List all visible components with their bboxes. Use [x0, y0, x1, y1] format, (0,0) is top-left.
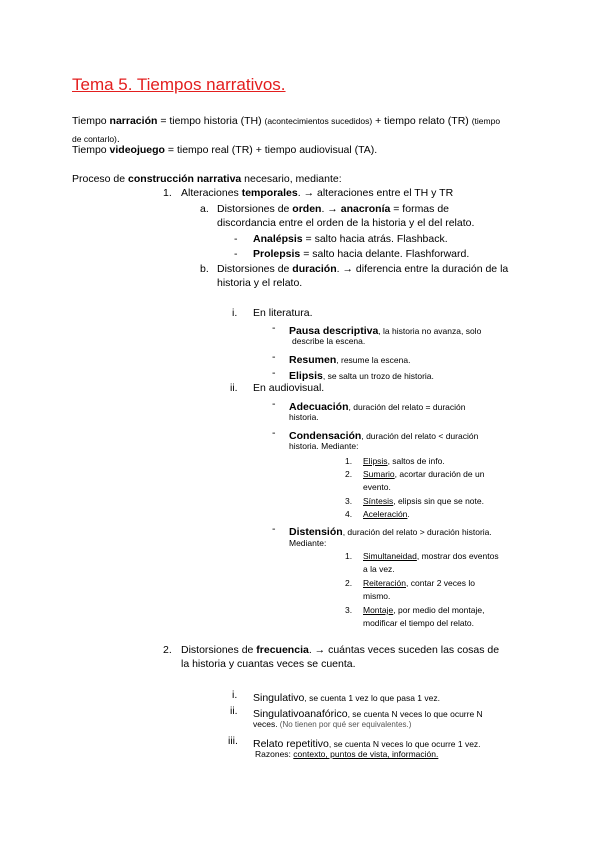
term-elipsis: Elipsis [289, 370, 323, 382]
term: Singulativoanafórico [253, 708, 348, 720]
list-item-adecuacion-line2: historia. [289, 412, 319, 422]
list-item-cond-sumario [363, 468, 484, 480]
list-marker: 3. [345, 496, 353, 506]
term-videojuego: videojuego [109, 144, 165, 156]
note: (No tienen por qué ser equivalentes.) [277, 720, 412, 729]
definition-tiempo-narracion [72, 114, 500, 128]
list-marker: 4. [345, 509, 353, 519]
text: Distorsiones de [217, 203, 293, 215]
text: , se cuenta N veces lo que ocurre 1 vez. [328, 739, 481, 749]
page-title: Tema 5. Tiempos narrativos. [72, 75, 286, 94]
text: , por medio del montaje, [393, 605, 485, 615]
list-marker: - [234, 233, 238, 245]
term-frecuencia: frecuencia [256, 644, 309, 656]
list-marker: 2. [163, 644, 172, 656]
list-item-condensacion-line2: historia. Mediante: [289, 441, 359, 451]
note: (acontecimientos sucedidos) [264, 116, 373, 126]
term-distension: Distensión [289, 526, 343, 538]
term: Simultaneidad [363, 551, 417, 561]
text: Alteraciones [181, 187, 242, 199]
term-resumen: Resumen [289, 354, 337, 366]
list-item-prolepsis [253, 247, 469, 261]
term: Aceleración [363, 509, 408, 519]
text: Distorsiones de [181, 644, 257, 656]
list-marker: a. [200, 203, 209, 215]
text: , duración del relato < duración [361, 431, 479, 441]
text: Tiempo [72, 144, 110, 156]
list-marker: 2. [345, 469, 353, 479]
text: Distorsiones de [217, 263, 293, 275]
list-item-cond-sintesis [363, 495, 484, 507]
list-item-dist-simultaneidad-line2: a la vez. [363, 564, 395, 574]
text: , se cuenta 1 vez lo que pasa 1 vez. [304, 693, 440, 703]
text: . → diferencia entre la duración de la [336, 263, 509, 275]
term: Reiteración [363, 578, 406, 588]
list-item-dist-simultaneidad [363, 550, 499, 562]
text: , contar 2 veces lo [406, 578, 475, 588]
list-item-cond-aceleracion [363, 508, 410, 520]
list-marker: ii. [230, 705, 238, 717]
list-item-orden-line2: discordancia entre el orden de la historia y el del relato. [217, 217, 475, 229]
term-anacronia: anacronía [340, 203, 391, 215]
list-item-singulativoanaforico-line2 [253, 718, 411, 731]
text: Tiempo [72, 115, 110, 127]
term-orden: orden [292, 203, 322, 215]
term-pausa-descriptiva: Pausa descriptiva [289, 325, 379, 337]
list-item-dist-montaje [363, 604, 484, 616]
term-construccion-narrativa: construcción narrativa [128, 173, 242, 185]
list-marker: - [272, 322, 276, 334]
text: = salto hacia atrás. Flashback. [302, 233, 448, 245]
list-item-pausa-line2: describe la escena. [292, 336, 366, 346]
text: , se salta un trozo de historia. [322, 371, 434, 381]
text: = tiempo real (TR) + tiempo audiovisual (TA). [164, 144, 378, 156]
definition-tiempo-videojuego [72, 143, 377, 157]
text: , se cuenta N veces lo que ocurre N [347, 709, 483, 719]
list-marker: - [272, 351, 276, 363]
note: (tiempo [471, 116, 501, 126]
text: necesario, mediante: [241, 173, 342, 185]
list-item-distension-line2: Mediante: [289, 538, 327, 548]
term-condensacion: Condensación [289, 430, 362, 442]
list-marker: iii. [228, 735, 238, 747]
list-marker: - [272, 367, 276, 379]
list-item-dist-reiteracion [363, 577, 475, 589]
term: Singulativo [253, 692, 305, 704]
term-adecuacion: Adecuación [289, 401, 349, 413]
term: Elipsis [363, 456, 388, 466]
razones: contexto, puntos de vista, información. [293, 749, 439, 759]
list-marker: 3. [345, 605, 353, 615]
text: , acortar duración de un [394, 469, 485, 479]
text: , mostrar dos eventos [416, 551, 499, 561]
text: = salto hacia delante. Flashforward. [300, 248, 470, 260]
term: Montaje [363, 605, 394, 615]
list-item-dist-montaje-line2: modificar el tiempo del relato. [363, 618, 475, 628]
list-marker: 1. [345, 551, 353, 561]
list-marker: b. [200, 263, 209, 275]
list-marker: - [272, 523, 276, 535]
text: veces. [253, 719, 278, 729]
text: . [116, 133, 120, 145]
list-marker: - [272, 427, 276, 439]
text: . [407, 509, 410, 519]
term: Relato repetitivo [253, 738, 329, 750]
text: , duración del relato > duración historia. [342, 527, 492, 537]
list-marker: - [234, 248, 238, 260]
list-marker: 1. [345, 456, 353, 466]
text: = tiempo historia (TH) [157, 115, 265, 127]
list-item-cond-sumario-line2: evento. [363, 482, 391, 492]
text: Proceso de [72, 173, 129, 185]
text: , resume la escena. [336, 355, 411, 365]
term: Sumario [363, 469, 395, 479]
list-item-orden [217, 202, 449, 216]
text: + tiempo relato (TR) [372, 115, 472, 127]
proceso-intro [72, 172, 342, 186]
list-marker: ii. [230, 382, 238, 394]
text: . → alteraciones entre el TH y TR [297, 187, 454, 199]
list-item-alteraciones [181, 186, 453, 200]
list-item-repetitivo-line2 [255, 748, 438, 760]
text: , la historia no avanza, solo [378, 326, 482, 336]
list-marker: 1. [163, 187, 172, 199]
text: = formas de [390, 203, 449, 215]
term-duracion: duración [292, 263, 337, 275]
text: Razones: [255, 749, 294, 759]
text: , elipsis sin que se note. [393, 496, 484, 506]
list-item-duracion-line2: historia y el relato. [217, 277, 303, 289]
list-item-frecuencia-line2: la historia y cuantas veces se cuenta. [181, 658, 356, 670]
list-item-dist-reiteracion-line2: mismo. [363, 591, 391, 601]
text: , saltos de info. [387, 456, 445, 466]
term-prolepsis: Prolepsis [253, 248, 301, 260]
list-marker: i. [232, 307, 238, 319]
term-temporales: temporales [241, 187, 298, 199]
list-marker: i. [232, 689, 238, 701]
note: de contarlo) [72, 134, 117, 144]
list-marker: 2. [345, 578, 353, 588]
term: Síntesis [363, 496, 394, 506]
text: . → [321, 203, 341, 215]
text: , duración del relato = duración [348, 402, 466, 412]
list-item-analepsis [253, 232, 448, 246]
term-narracion: narración [109, 115, 158, 127]
term-analepsis: Analépsis [253, 233, 303, 245]
text: . → cuántas veces suceden las cosas de [308, 644, 500, 656]
list-item-frecuencia [181, 643, 499, 657]
list-item-literatura: En literatura. [253, 307, 313, 319]
list-item-cond-elipsis [363, 455, 445, 467]
list-marker: - [272, 398, 276, 410]
list-item-duracion [217, 262, 508, 276]
list-item-audiovisual: En audiovisual. [253, 382, 325, 394]
